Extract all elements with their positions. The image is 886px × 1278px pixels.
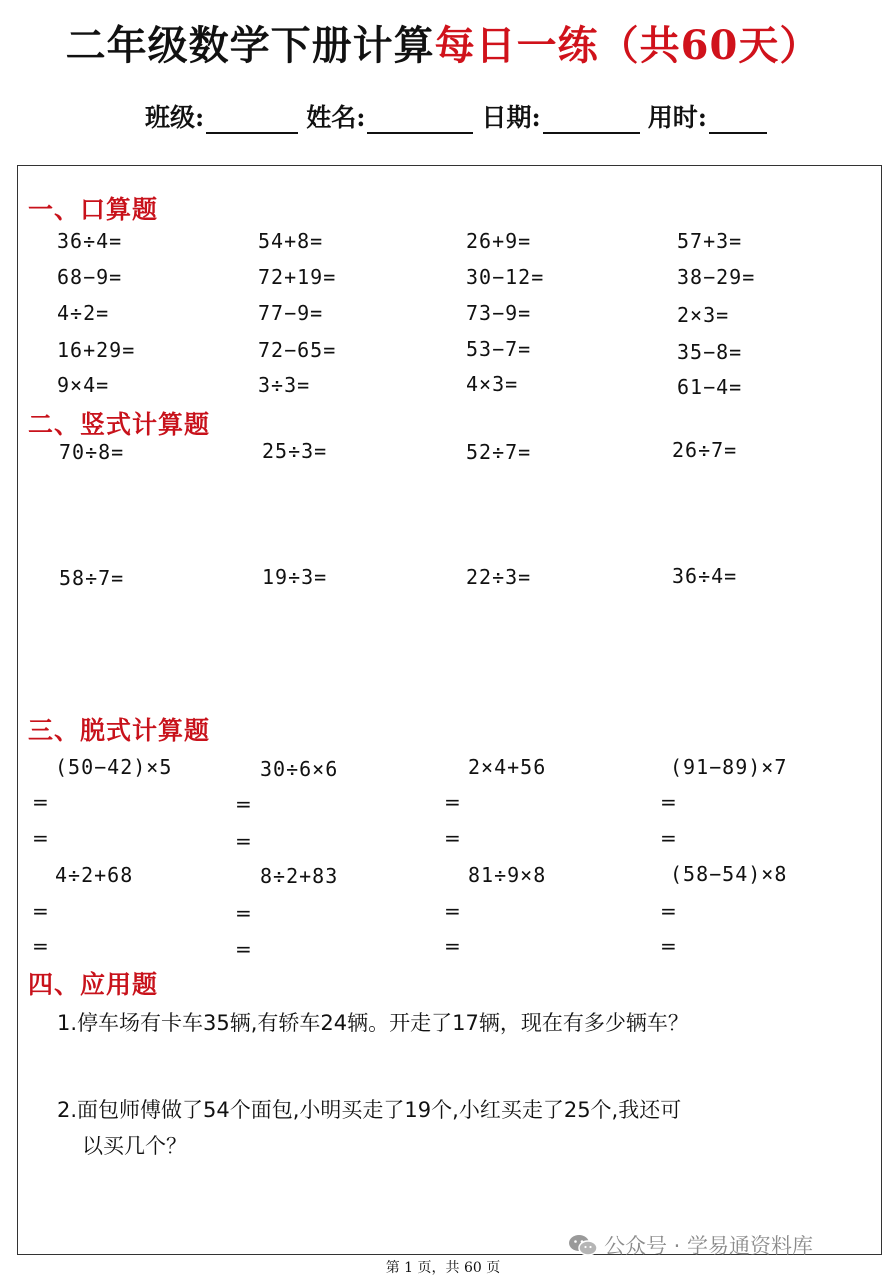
word-problem-2-line1: 2.面包师傅做了54个面包,小明买走了19个,小红买走了25个,我还可 bbox=[57, 1098, 682, 1122]
equals-sign: = bbox=[660, 899, 677, 923]
stepwise-item: (50−42)×5 bbox=[55, 755, 173, 779]
class-field[interactable] bbox=[206, 106, 298, 134]
class-label: 班级: bbox=[145, 103, 205, 132]
vertical-item: 52÷7= bbox=[466, 440, 532, 464]
time-field[interactable] bbox=[709, 106, 767, 134]
equals-sign: = bbox=[660, 934, 677, 958]
name-label: 姓名: bbox=[306, 103, 366, 132]
equals-sign: = bbox=[444, 826, 461, 850]
section-vertical-title: 二、竖式计算题 bbox=[28, 410, 211, 439]
vertical-item: 19÷3= bbox=[262, 565, 328, 589]
oral-item: 26+9= bbox=[466, 229, 532, 253]
equals-sign: = bbox=[660, 790, 677, 814]
stepwise-item: (91−89)×7 bbox=[670, 755, 788, 779]
equals-sign: = bbox=[444, 899, 461, 923]
equals-sign: = bbox=[32, 826, 49, 850]
oral-item: 73−9= bbox=[466, 301, 532, 325]
oral-item: 2×3= bbox=[677, 303, 730, 327]
vertical-item: 70÷8= bbox=[59, 440, 125, 464]
oral-item: 30−12= bbox=[466, 265, 545, 289]
equals-sign: = bbox=[235, 792, 252, 816]
oral-item: 38−29= bbox=[677, 265, 756, 289]
equals-sign: = bbox=[235, 829, 252, 853]
oral-item: 36÷4= bbox=[57, 229, 123, 253]
vertical-item: 22÷3= bbox=[466, 565, 532, 589]
section-word-problems-title: 四、应用题 bbox=[28, 970, 159, 999]
date-label: 日期: bbox=[481, 103, 541, 132]
info-line bbox=[145, 98, 775, 134]
name-field[interactable] bbox=[367, 106, 473, 134]
stepwise-item: 30÷6×6 bbox=[260, 757, 339, 781]
vertical-item: 36÷4= bbox=[672, 564, 738, 588]
oral-item: 3÷3= bbox=[258, 373, 311, 397]
stepwise-item: 81÷9×8 bbox=[468, 863, 547, 887]
page-footer: 第 1 页，共 60 页 bbox=[385, 1260, 501, 1276]
oral-item: 16+29= bbox=[57, 338, 136, 362]
oral-item: 68−9= bbox=[57, 265, 123, 289]
title-black: 二年级数学下册计算 bbox=[65, 22, 435, 69]
stepwise-item: 2×4+56 bbox=[468, 755, 547, 779]
oral-item: 4×3= bbox=[466, 372, 519, 396]
equals-sign: = bbox=[32, 899, 49, 923]
page-title bbox=[0, 14, 886, 71]
equals-sign: = bbox=[660, 826, 677, 850]
oral-item: 53−7= bbox=[466, 337, 532, 361]
date-field[interactable] bbox=[543, 106, 640, 134]
oral-item: 54+8= bbox=[258, 229, 324, 253]
title-red: 每日一练（共60天） bbox=[434, 22, 821, 69]
equals-sign: = bbox=[235, 937, 252, 961]
vertical-item: 58÷7= bbox=[59, 566, 125, 590]
oral-item: 61−4= bbox=[677, 375, 743, 399]
wechat-icon bbox=[568, 1233, 598, 1257]
time-label: 用时: bbox=[647, 103, 707, 132]
watermark-text: 公众号 · 学易通资料库 bbox=[604, 1234, 814, 1258]
oral-item: 57+3= bbox=[677, 229, 743, 253]
oral-item: 72−65= bbox=[258, 338, 337, 362]
equals-sign: = bbox=[32, 790, 49, 814]
word-problem-2-line2: 以买几个？ bbox=[82, 1134, 187, 1158]
oral-item: 9×4= bbox=[57, 373, 110, 397]
stepwise-item: (58−54)×8 bbox=[670, 862, 788, 886]
equals-sign: = bbox=[444, 934, 461, 958]
oral-item: 35−8= bbox=[677, 340, 743, 364]
stepwise-item: 4÷2+68 bbox=[55, 863, 134, 887]
equals-sign: = bbox=[235, 901, 252, 925]
stepwise-item: 8÷2+83 bbox=[260, 864, 339, 888]
watermark bbox=[568, 1230, 813, 1260]
oral-item: 72+19= bbox=[258, 265, 337, 289]
equals-sign: = bbox=[444, 790, 461, 814]
equals-sign: = bbox=[32, 934, 49, 958]
vertical-item: 26÷7= bbox=[672, 438, 738, 462]
word-problem-1: 1.停车场有卡车35辆,有轿车24辆。开走了17辆，现在有多少辆车？ bbox=[57, 1011, 689, 1035]
section-stepwise-title: 三、脱式计算题 bbox=[28, 716, 211, 745]
vertical-item: 25÷3= bbox=[262, 439, 328, 463]
section-oral-title: 一、口算题 bbox=[28, 195, 159, 224]
oral-item: 77−9= bbox=[258, 301, 324, 325]
oral-item: 4÷2= bbox=[57, 301, 110, 325]
